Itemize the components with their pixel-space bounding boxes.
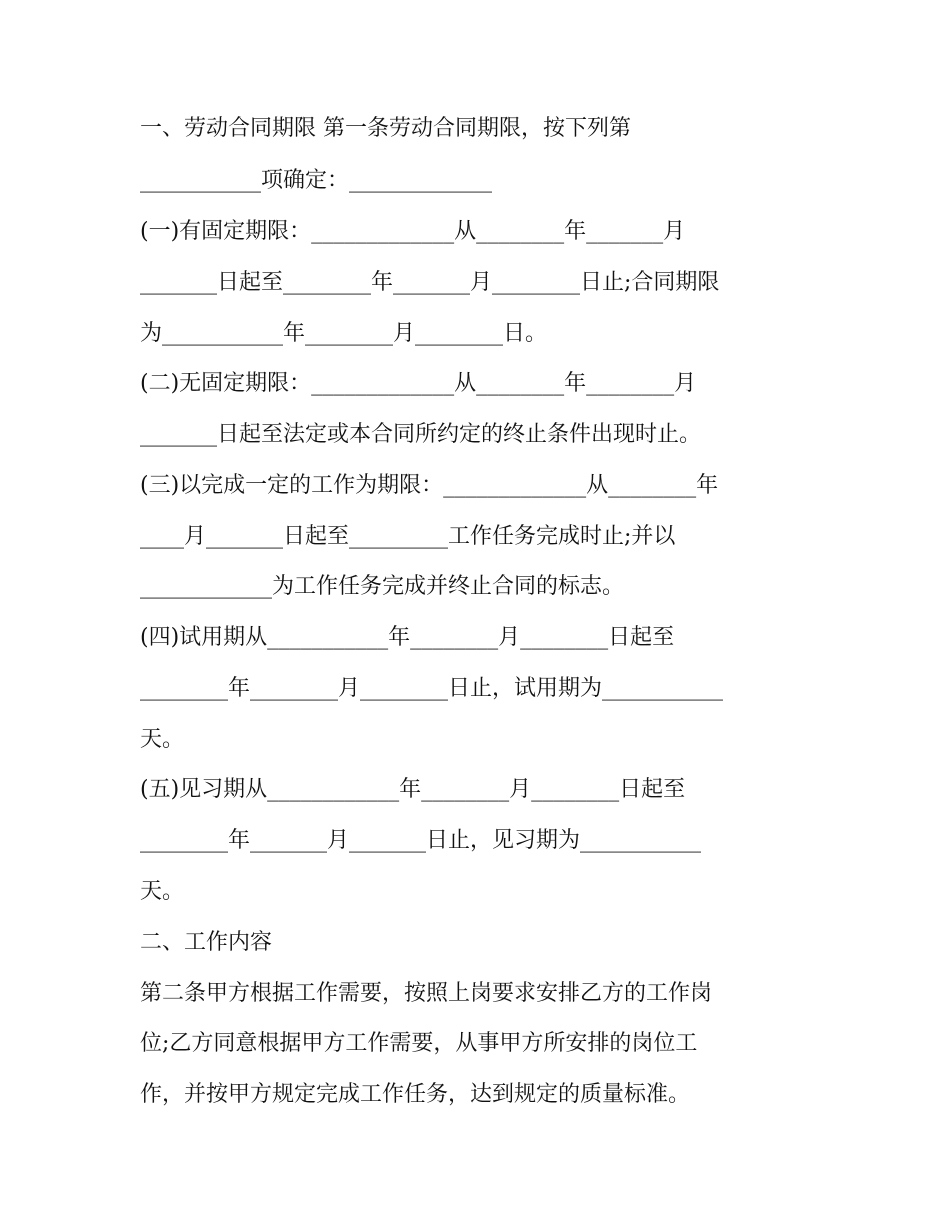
term-option-line: ___________项确定：_____________	[140, 168, 493, 193]
contract-term-heading: 一、劳动合同期限 第一条劳动合同期限，按下列第	[140, 116, 631, 141]
probation-line-1: (四)试用期从___________年________月________日起至	[140, 625, 675, 650]
probation-line-3: 天。	[140, 727, 185, 752]
open-term-line-1: (二)无固定期限：_____________从________年________月	[140, 371, 697, 396]
fixed-term-line-3: 为___________年________月________日。	[140, 321, 548, 346]
open-term-line-2: _______日起至法定或本合同所约定的终止条件出现时止。	[140, 422, 702, 447]
fixed-term-line-2: _______日起至________年_______月________日止;合同期限	[140, 270, 720, 295]
work-content-line-3: 作，并按甲方规定完成工作任务，达到规定的质量标准。	[140, 1082, 691, 1107]
internship-line-2: ________年_______月_______日止，见习期为___________	[140, 828, 702, 853]
probation-line-2: ________年________月________日止，试用期为___________	[140, 676, 724, 701]
internship-line-1: (五)见习期从____________年________月________日起至	[140, 777, 686, 802]
task-term-line-1: (三)以完成一定的工作为期限：_____________从________年	[140, 473, 719, 498]
work-content-line-2: 位;乙方同意根据甲方工作需要，从事甲方所安排的岗位工	[140, 1031, 698, 1056]
work-content-heading: 二、工作内容	[140, 930, 273, 955]
fixed-term-line-1: (一)有固定期限：_____________从________年_______月	[140, 219, 686, 244]
work-content-line-1: 第二条甲方根据工作需要，按照上岗要求安排乙方的工作岗	[140, 981, 713, 1006]
task-term-line-3: ____________为工作任务完成并终止合同的标志。	[140, 574, 625, 599]
task-term-line-2: ____月_______日起至_________工作任务完成时止;并以	[140, 524, 676, 549]
internship-line-3: 天。	[140, 879, 185, 904]
